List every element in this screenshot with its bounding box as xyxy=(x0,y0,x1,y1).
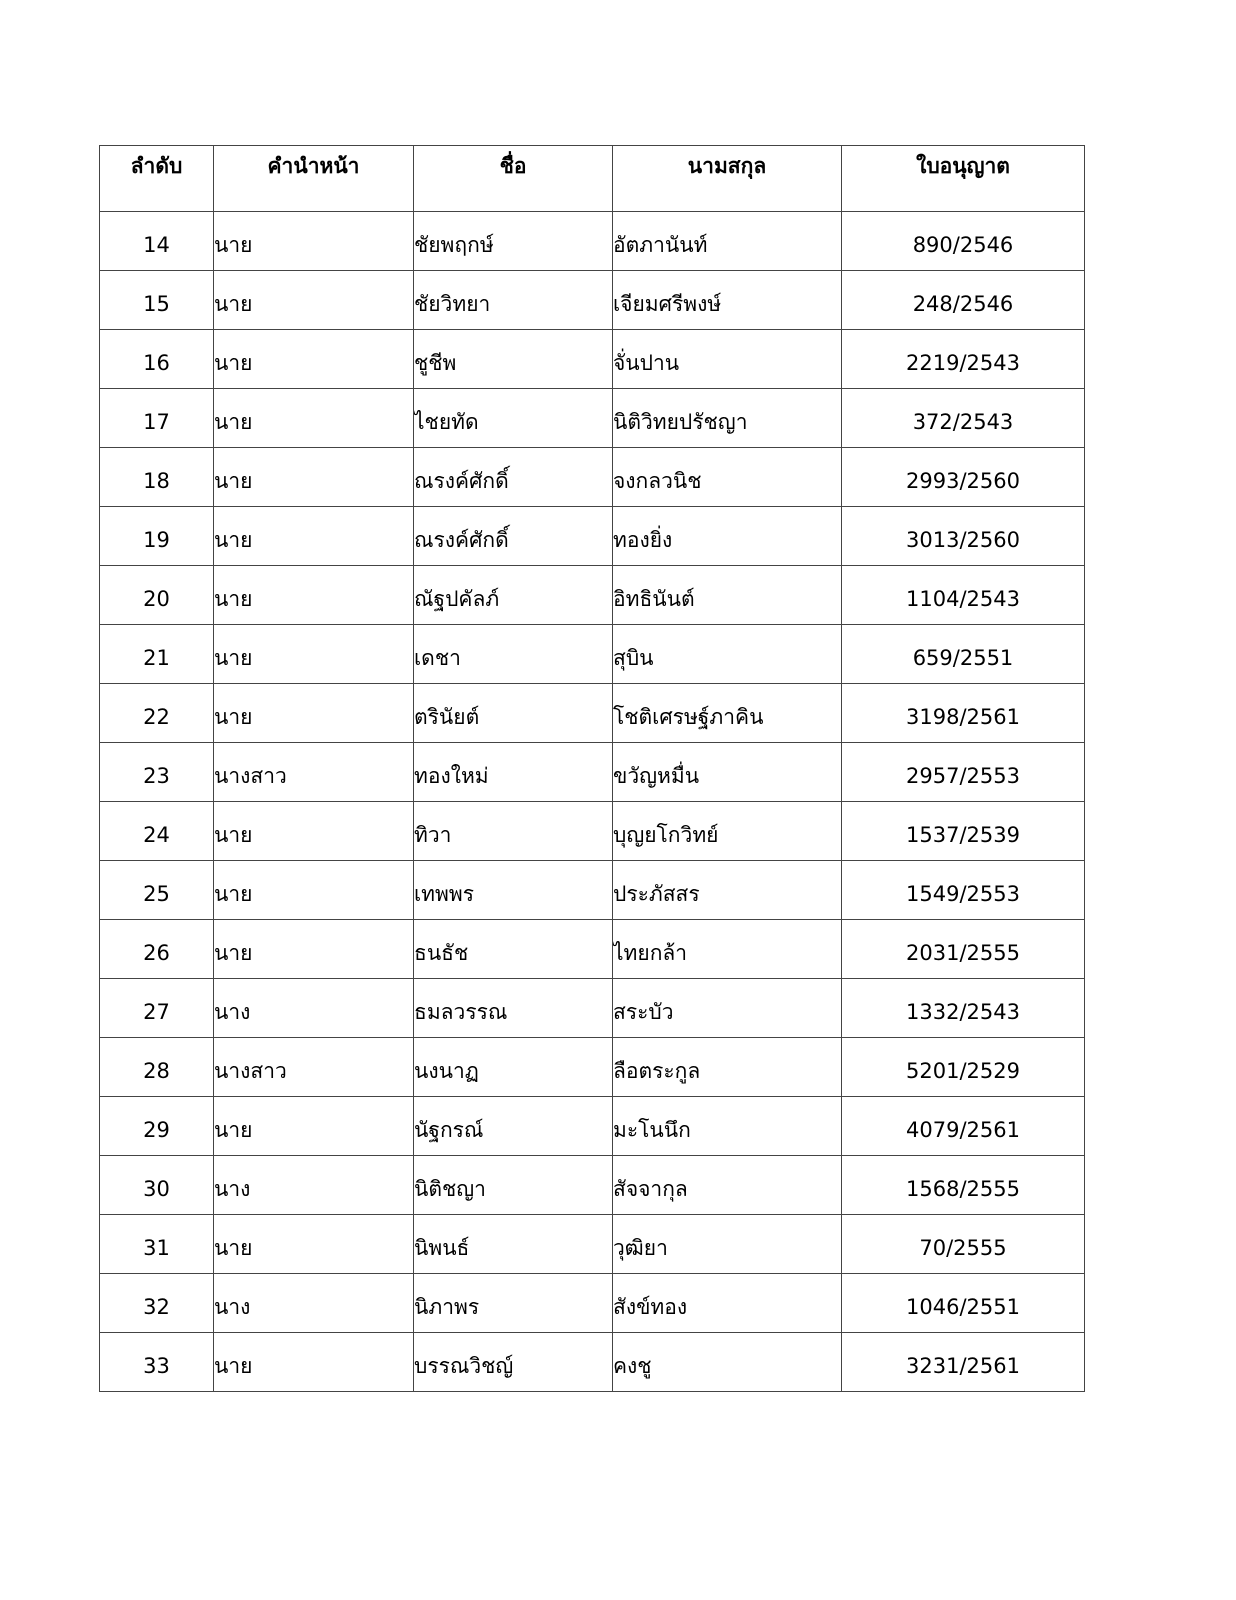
cell-last: นิติวิทยปรัชญา xyxy=(613,389,842,448)
cell-first: ณัฐปคัลภ์ xyxy=(414,566,613,625)
cell-prefix: นาย xyxy=(214,625,414,684)
cell-license: 1332/2543 xyxy=(842,979,1085,1038)
cell-no: 19 xyxy=(100,507,214,566)
table-row xyxy=(100,1097,1085,1156)
cell-license: 372/2543 xyxy=(842,389,1085,448)
cell-last: จั่นปาน xyxy=(613,330,842,389)
cell-first: ไชยทัด xyxy=(414,389,613,448)
cell-no: 26 xyxy=(100,920,214,979)
table-body xyxy=(100,212,1085,1392)
table-row xyxy=(100,448,1085,507)
cell-no: 28 xyxy=(100,1038,214,1097)
cell-prefix: นาย xyxy=(214,1097,414,1156)
table-row xyxy=(100,920,1085,979)
cell-first: นิพนธ์ xyxy=(414,1215,613,1274)
cell-no: 23 xyxy=(100,743,214,802)
cell-last: มะโนนึก xyxy=(613,1097,842,1156)
cell-first: นงนาฏ xyxy=(414,1038,613,1097)
cell-no: 30 xyxy=(100,1156,214,1215)
cell-last: โชติเศรษฐ์ภาคิน xyxy=(613,684,842,743)
cell-prefix: นาย xyxy=(214,330,414,389)
header-prefix: คำนำหน้า xyxy=(214,146,414,212)
cell-prefix: นาง xyxy=(214,1156,414,1215)
cell-last: ทองยิ่ง xyxy=(613,507,842,566)
cell-prefix: นาย xyxy=(214,1215,414,1274)
cell-first: ณรงค์ศักดิ์ xyxy=(414,507,613,566)
table-row xyxy=(100,861,1085,920)
cell-no: 14 xyxy=(100,212,214,271)
cell-first: ชูชีพ xyxy=(414,330,613,389)
cell-no: 22 xyxy=(100,684,214,743)
cell-prefix: นาย xyxy=(214,802,414,861)
cell-prefix: นาย xyxy=(214,861,414,920)
cell-license: 1046/2551 xyxy=(842,1274,1085,1333)
cell-license: 890/2546 xyxy=(842,212,1085,271)
cell-last: อัตภานันท์ xyxy=(613,212,842,271)
cell-first: ชัยวิทยา xyxy=(414,271,613,330)
cell-license: 3231/2561 xyxy=(842,1333,1085,1392)
cell-last: สัจจากุล xyxy=(613,1156,842,1215)
table-row xyxy=(100,1038,1085,1097)
table-header xyxy=(100,146,1085,212)
cell-first: ธนธัช xyxy=(414,920,613,979)
cell-first: ธมลวรรณ xyxy=(414,979,613,1038)
cell-first: ณรงค์ศักดิ์ xyxy=(414,448,613,507)
cell-first: ตรินัยต์ xyxy=(414,684,613,743)
cell-last: บุญยโกวิทย์ xyxy=(613,802,842,861)
cell-last: ประภัสสร xyxy=(613,861,842,920)
cell-last: สระบัว xyxy=(613,979,842,1038)
cell-last: สุบิน xyxy=(613,625,842,684)
cell-license: 1568/2555 xyxy=(842,1156,1085,1215)
cell-no: 24 xyxy=(100,802,214,861)
cell-prefix: นาง xyxy=(214,979,414,1038)
cell-license: 248/2546 xyxy=(842,271,1085,330)
cell-first: ชัยพฤกษ์ xyxy=(414,212,613,271)
header-license: ใบอนุญาต xyxy=(842,146,1085,212)
cell-license: 3013/2560 xyxy=(842,507,1085,566)
table-row xyxy=(100,684,1085,743)
cell-no: 18 xyxy=(100,448,214,507)
cell-no: 17 xyxy=(100,389,214,448)
cell-license: 659/2551 xyxy=(842,625,1085,684)
cell-no: 27 xyxy=(100,979,214,1038)
cell-license: 2957/2553 xyxy=(842,743,1085,802)
cell-prefix: นาย xyxy=(214,448,414,507)
cell-license: 5201/2529 xyxy=(842,1038,1085,1097)
cell-no: 31 xyxy=(100,1215,214,1274)
header-row xyxy=(100,146,1085,212)
table-row xyxy=(100,212,1085,271)
cell-license: 2031/2555 xyxy=(842,920,1085,979)
cell-prefix: นางสาว xyxy=(214,1038,414,1097)
table-row xyxy=(100,1333,1085,1392)
cell-no: 25 xyxy=(100,861,214,920)
cell-last: จงกลวนิช xyxy=(613,448,842,507)
cell-first: ทิวา xyxy=(414,802,613,861)
table-row xyxy=(100,1156,1085,1215)
cell-last: ขวัญหมื่น xyxy=(613,743,842,802)
table-row xyxy=(100,389,1085,448)
cell-prefix: นาย xyxy=(214,566,414,625)
cell-no: 15 xyxy=(100,271,214,330)
cell-last: คงชู xyxy=(613,1333,842,1392)
cell-prefix: นางสาว xyxy=(214,743,414,802)
cell-first: เทพพร xyxy=(414,861,613,920)
table-row xyxy=(100,1274,1085,1333)
cell-license: 2993/2560 xyxy=(842,448,1085,507)
cell-first: ทองใหม่ xyxy=(414,743,613,802)
table-row xyxy=(100,271,1085,330)
table-row xyxy=(100,1215,1085,1274)
cell-first: นิติชญา xyxy=(414,1156,613,1215)
cell-last: ลือตระกูล xyxy=(613,1038,842,1097)
cell-license: 1537/2539 xyxy=(842,802,1085,861)
cell-no: 32 xyxy=(100,1274,214,1333)
cell-prefix: นาย xyxy=(214,684,414,743)
cell-license: 4079/2561 xyxy=(842,1097,1085,1156)
cell-last: ไทยกล้า xyxy=(613,920,842,979)
cell-last: เจียมศรีพงษ์ xyxy=(613,271,842,330)
table-row xyxy=(100,507,1085,566)
cell-prefix: นาย xyxy=(214,389,414,448)
header-last-name: นามสกุล xyxy=(613,146,842,212)
cell-prefix: นาง xyxy=(214,1274,414,1333)
cell-prefix: นาย xyxy=(214,212,414,271)
cell-license: 1104/2543 xyxy=(842,566,1085,625)
table-row xyxy=(100,330,1085,389)
cell-license: 2219/2543 xyxy=(842,330,1085,389)
cell-license: 3198/2561 xyxy=(842,684,1085,743)
cell-first: เดชา xyxy=(414,625,613,684)
license-roster-table xyxy=(99,145,1085,1392)
cell-prefix: นาย xyxy=(214,507,414,566)
cell-last: สังข์ทอง xyxy=(613,1274,842,1333)
table-row xyxy=(100,979,1085,1038)
cell-no: 21 xyxy=(100,625,214,684)
cell-first: นิภาพร xyxy=(414,1274,613,1333)
cell-last: อิทธินันต์ xyxy=(613,566,842,625)
header-first-name: ชื่อ xyxy=(414,146,613,212)
cell-first: นัฐกรณ์ xyxy=(414,1097,613,1156)
cell-prefix: นาย xyxy=(214,920,414,979)
cell-license: 70/2555 xyxy=(842,1215,1085,1274)
table-row xyxy=(100,743,1085,802)
cell-no: 33 xyxy=(100,1333,214,1392)
table-row xyxy=(100,625,1085,684)
cell-last: วุฒิยา xyxy=(613,1215,842,1274)
table-row xyxy=(100,802,1085,861)
cell-no: 20 xyxy=(100,566,214,625)
table-row xyxy=(100,566,1085,625)
header-no: ลำดับ xyxy=(100,146,214,212)
cell-prefix: นาย xyxy=(214,271,414,330)
cell-first: บรรณวิชญ์ xyxy=(414,1333,613,1392)
cell-no: 16 xyxy=(100,330,214,389)
cell-license: 1549/2553 xyxy=(842,861,1085,920)
cell-no: 29 xyxy=(100,1097,214,1156)
cell-prefix: นาย xyxy=(214,1333,414,1392)
